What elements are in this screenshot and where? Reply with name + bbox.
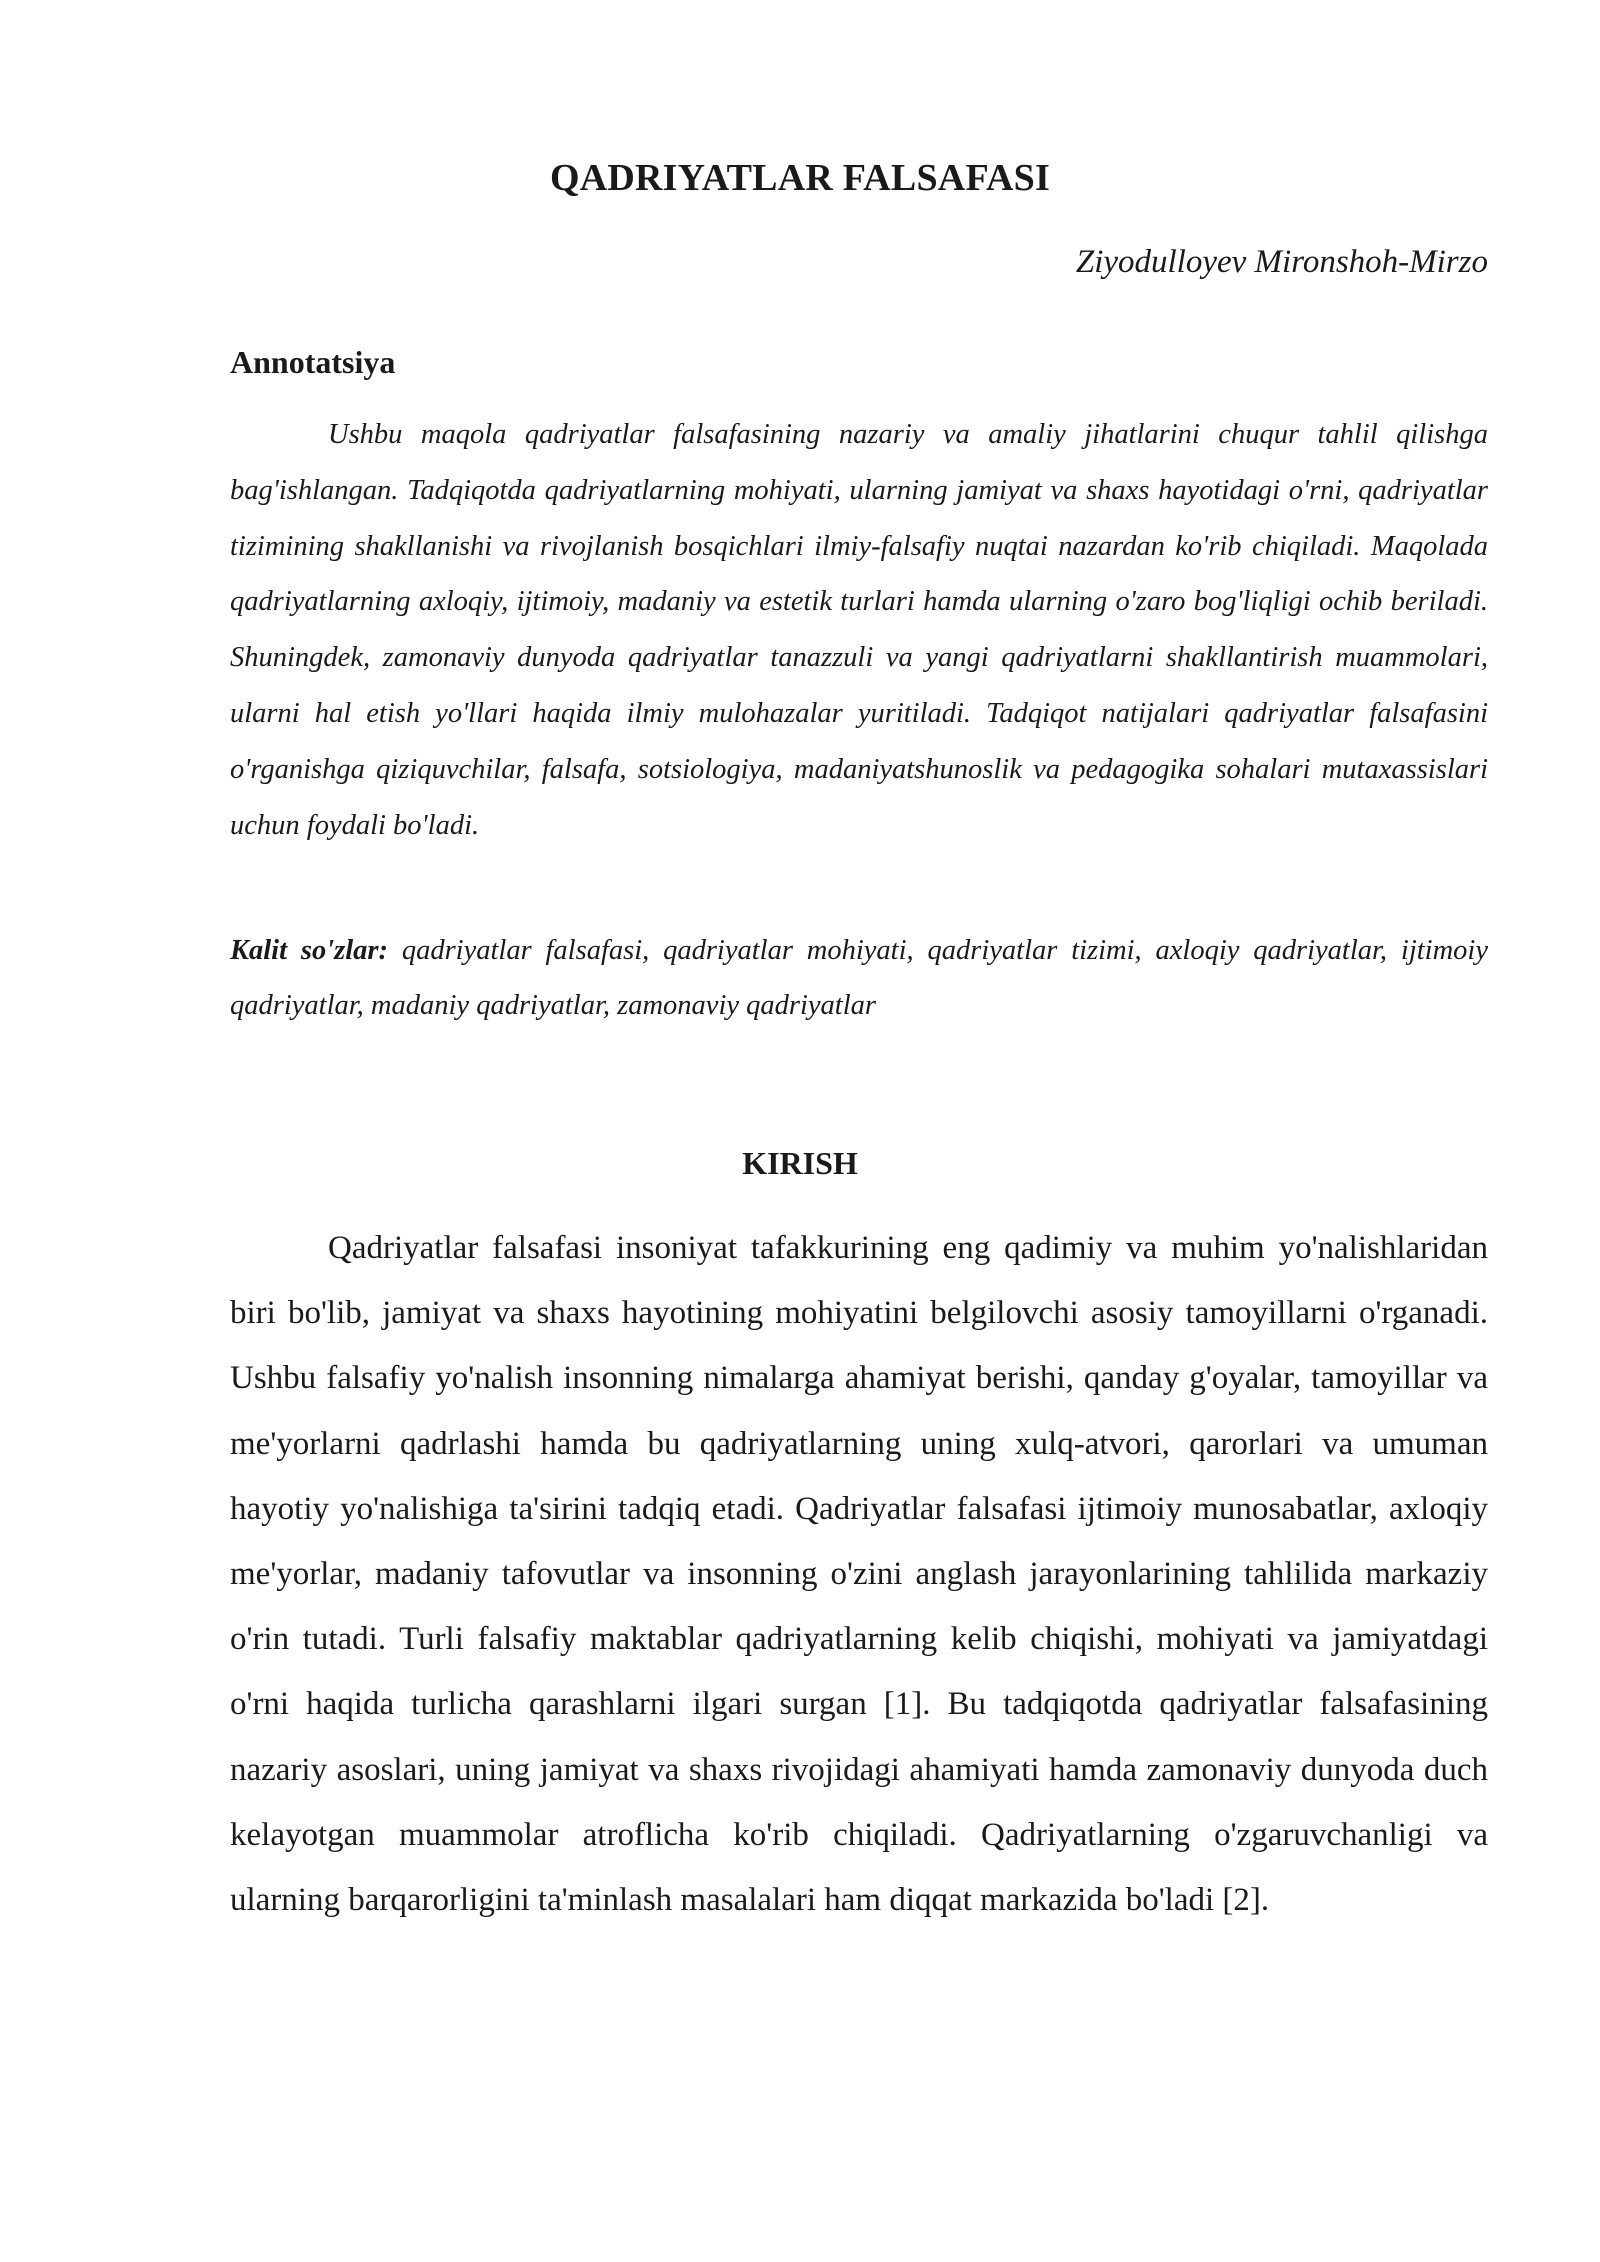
keywords-list: qadriyatlar falsafasi, qadriyatlar mohiyati, qadriyatlar tizimi, axloqiy qadriyatlar, ijtimoiy qadriyatlar, madaniy qadriyatlar, zamonaviy qadriyatlar — [230, 935, 1488, 1021]
annotation-paragraph: Ushbu maqola qadriyatlar falsafasining nazariy va amaliy jihatlarini chuqur tahlil qilishga bag'ishlangan. Tadqiqotda qadriyatlarning mohiyati, ularning jamiyat va shaxs hayotidagi o'rni, qadriyatlar tizimining shakllanishi va rivojlanish bosqichlari ilmiy-falsafiy nuqtai nazardan ko'rib chiqiladi. Maqolada qadriyatlarning axloqiy, ijtimoiy, madaniy va estetik turlari hamda ularning o'zaro bog'liqligi ochib beriladi. Shuningdek, zamonaviy dunyoda qadriyatlar tanazzuli va yangi qadriyatlarni shakllantirish muammolari, ularni hal etish yo'llari haqida ilmiy mulohazalar yuritiladi. Tadqiqot natijalari qadriyatlar falsafasini o'rganishga qiziquvchilar, falsafa, sotsiologiya, madaniyatshunoslik va pedagogika sohalari mutaxassislari uchun foydali bo'ladi. — [230, 419, 1488, 841]
keywords-paragraph — [230, 923, 1488, 1033]
keywords-label: Kalit so'zlar: — [230, 935, 388, 966]
annotation-heading: Annotatsiya — [230, 344, 396, 380]
article-title: QADRIYATLAR FALSAFASI — [549, 157, 1051, 199]
author-name: Ziyodulloyev Mironshoh-Mirzo — [1075, 244, 1488, 280]
introduction-heading: KIRISH — [742, 1145, 858, 1181]
introduction-paragraph: Qadriyatlar falsafasi insoniyat tafakkurining eng qadimiy va muhim yo'nalishlaridan biri bo'lib, jamiyat va shaxs hayotining mohiyatini belgilovchi asosiy tamoyillarni o'rganadi. Ushbu falsafiy yo'nalish insonning nimalarga ahamiyat berishi, qanday g'oyalar, tamoyillar va me'yorlarni qadrlashi hamda bu qadriyatlarning uning xulq-atvori, qarorlari va umuman hayotiy yo'nalishiga ta'sirini tadqiq etadi. Qadriyatlar falsafasi ijtimoiy munosabatlar, axloqiy me'yorlar, madaniy tafovutlar va insonning o'zini anglash jarayonlarining tahlilida markaziy o'rin tutadi. Turli falsafiy maktablar qadriyatlarning kelib chiqishi, mohiyati va jamiyatdagi o'rni haqida turlicha qarashlarni ilgari surgan [1]. Bu tadqiqotda qadriyatlar falsafasining nazariy asoslari, uning jamiyat va shaxs rivojidagi ahamiyati hamda zamonaviy dunyoda duch kelayotgan muammolar atroflicha ko'rib chiqiladi. Qadriyatlarning o'zgaruvchanligi va ularning barqarorligini ta'minlash masalalari ham diqqat markazida bo'ladi [2]. — [230, 1230, 1488, 1919]
